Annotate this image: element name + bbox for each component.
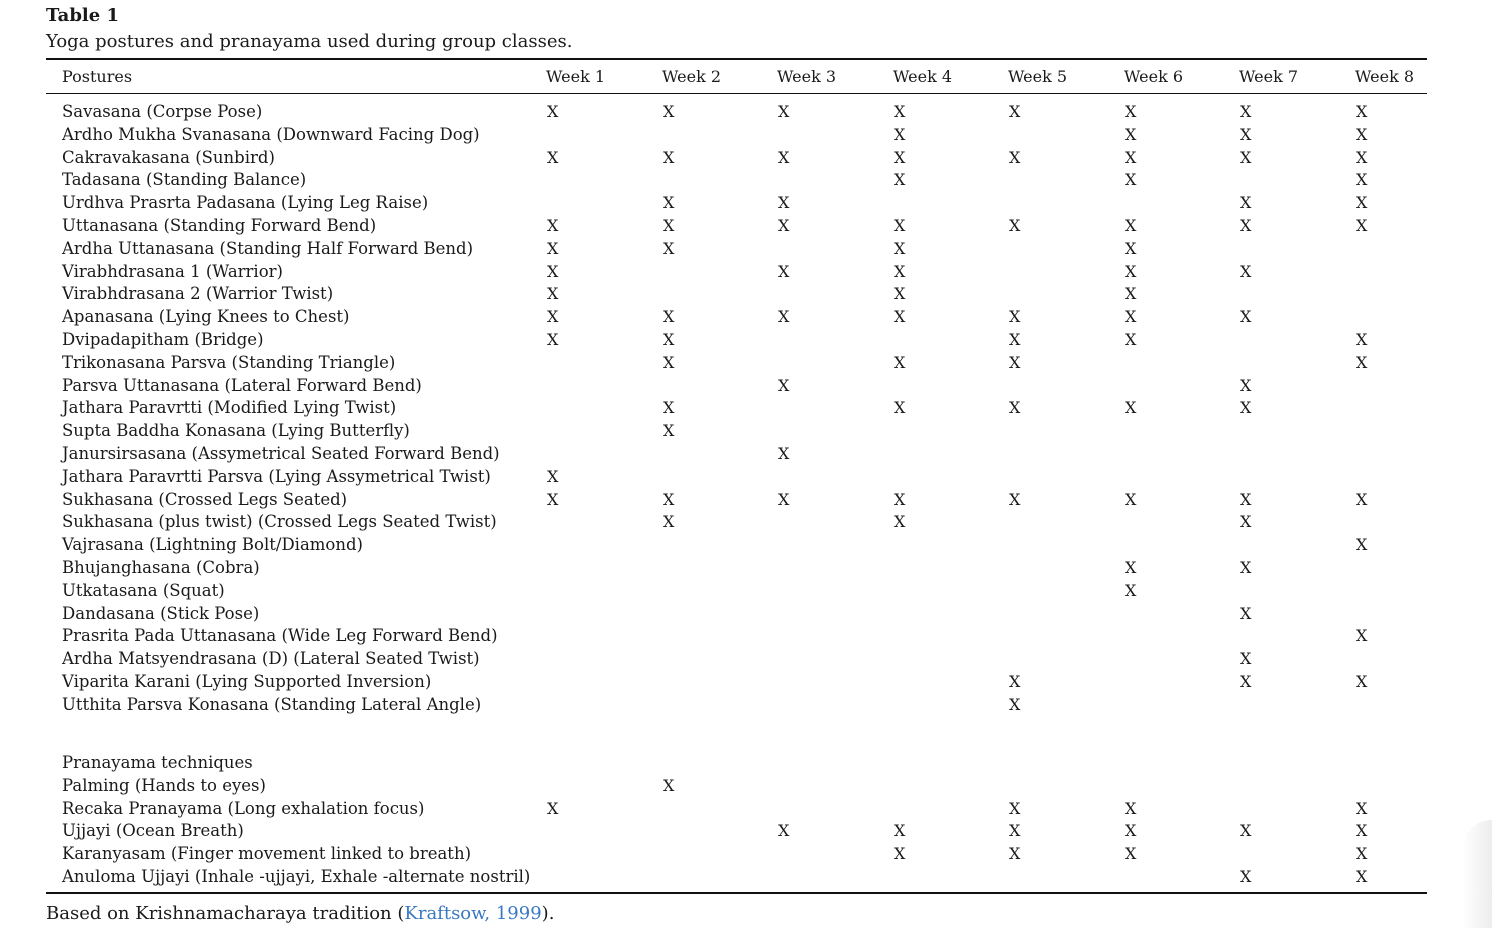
- week-4-mark: X: [894, 102, 906, 121]
- posture-row: [0, 352, 1492, 374]
- week-1-mark: X: [547, 147, 559, 167]
- row-label: Palming (Hands to eyes): [62, 775, 266, 795]
- week-6-mark: X: [1125, 580, 1137, 600]
- table-bottom-rule: [46, 892, 1427, 894]
- week-6-mark: X: [1125, 216, 1137, 235]
- week-3-mark: X: [778, 489, 790, 509]
- posture-row: [0, 580, 1492, 602]
- posture-row: [0, 283, 1492, 305]
- posture-row: [0, 329, 1492, 351]
- pranayama-row: [0, 798, 1492, 820]
- pranayama-section-row: [0, 752, 1492, 774]
- row-label: Vajrasana (Lightning Bolt/Diamond): [62, 535, 363, 555]
- week-7-mark: X: [1240, 261, 1252, 281]
- posture-row: [0, 147, 1492, 169]
- row-label: Apanasana (Lying Knees to Chest): [62, 307, 350, 327]
- week-5-mark: X: [1009, 489, 1021, 509]
- week-8-mark: X: [1356, 330, 1368, 349]
- week-1-mark: X: [547, 307, 559, 327]
- week-8-mark: X: [1356, 352, 1368, 372]
- week-5-mark: X: [1009, 694, 1021, 714]
- week-3-mark: X: [778, 444, 790, 463]
- row-label: Parsva Uttanasana (Lateral Forward Bend): [62, 375, 422, 395]
- row-label: Jathara Paravrtti (Modified Lying Twist): [62, 398, 397, 418]
- week-8-mark: X: [1356, 535, 1368, 555]
- citation-link[interactable]: Kraftsow, 1999: [404, 903, 542, 924]
- pranayama-heading: Pranayama techniques: [62, 753, 253, 772]
- row-label: Urdhva Prasrta Padasana (Lying Leg Raise): [62, 193, 429, 213]
- week-7-mark: X: [1240, 821, 1252, 841]
- footnote-text: Based on Krishnamacharaya tradition (: [46, 903, 405, 924]
- week-7-mark: X: [1240, 558, 1252, 577]
- week-6-mark: X: [1125, 307, 1137, 327]
- posture-row: [0, 397, 1492, 419]
- week-2-mark: X: [663, 193, 675, 213]
- week-1-mark: X: [547, 284, 559, 304]
- row-label: Ujjayi (Ocean Breath): [62, 821, 244, 841]
- week-2-mark: X: [663, 102, 675, 121]
- posture-row: [0, 169, 1492, 191]
- week-2-mark: X: [663, 147, 675, 167]
- row-label: Dvipadapitham (Bridge): [62, 330, 264, 349]
- week-4-mark: X: [894, 238, 906, 258]
- posture-row: [0, 648, 1492, 670]
- row-label: Recaka Pranayama (Long exhalation focus): [62, 798, 425, 818]
- week-5-mark: X: [1009, 672, 1021, 691]
- week-3-mark: X: [778, 375, 790, 395]
- week-1-mark: X: [547, 102, 559, 121]
- week-7-mark: X: [1240, 102, 1252, 121]
- week-8-mark: X: [1356, 489, 1368, 509]
- week-6-mark: X: [1125, 821, 1137, 841]
- row-label: Janursirsasana (Assymetrical Seated Forward Bend): [62, 444, 500, 463]
- week-3-mark: X: [778, 261, 790, 281]
- week-2-mark: X: [663, 352, 675, 372]
- pranayama-row: [0, 843, 1492, 865]
- row-label: Karanyasam (Finger movement linked to breath): [62, 844, 472, 864]
- column-header-week-5: Week 5: [1008, 67, 1068, 86]
- posture-row: [0, 603, 1492, 625]
- week-5-mark: X: [1009, 798, 1021, 818]
- week-6-mark: X: [1125, 558, 1137, 577]
- week-3-mark: X: [778, 216, 790, 235]
- week-5-mark: X: [1009, 821, 1021, 841]
- week-7-mark: X: [1240, 867, 1252, 886]
- posture-row: [0, 192, 1492, 214]
- posture-row: [0, 489, 1492, 511]
- week-2-mark: X: [663, 238, 675, 258]
- week-7-mark: X: [1240, 216, 1252, 235]
- week-8-mark: X: [1356, 626, 1368, 646]
- row-label: Prasrita Pada Uttanasana (Wide Leg Forward Bend): [62, 626, 498, 646]
- week-7-mark: X: [1240, 603, 1252, 623]
- posture-row: [0, 101, 1492, 123]
- week-4-mark: X: [894, 124, 906, 144]
- week-5-mark: X: [1009, 102, 1021, 121]
- week-5-mark: X: [1009, 398, 1021, 418]
- row-label: Sukhasana (Crossed Legs Seated): [62, 489, 348, 509]
- row-label: Tadasana (Standing Balance): [62, 170, 307, 190]
- week-4-mark: X: [894, 398, 906, 418]
- week-8-mark: X: [1356, 170, 1368, 190]
- row-label: Virabhdrasana 2 (Warrior Twist): [62, 284, 334, 304]
- row-label: Jathara Paravrtti Parsva (Lying Assymetrical Twist): [62, 466, 491, 486]
- week-1-mark: X: [547, 489, 559, 509]
- week-7-mark: X: [1240, 512, 1252, 532]
- week-2-mark: X: [663, 307, 675, 327]
- week-6-mark: X: [1125, 170, 1137, 190]
- week-4-mark: X: [894, 284, 906, 304]
- week-7-mark: X: [1240, 375, 1252, 395]
- table-footnote: [46, 902, 554, 926]
- week-4-mark: X: [894, 261, 906, 281]
- week-3-mark: X: [778, 147, 790, 167]
- week-7-mark: X: [1240, 398, 1252, 418]
- week-7-mark: X: [1240, 193, 1252, 213]
- week-8-mark: X: [1356, 821, 1368, 841]
- pranayama-row: [0, 866, 1492, 888]
- table-top-rule: [46, 58, 1427, 60]
- week-8-mark: X: [1356, 147, 1368, 167]
- week-3-mark: X: [778, 102, 790, 121]
- week-7-mark: X: [1240, 672, 1252, 691]
- week-2-mark: X: [663, 421, 675, 441]
- week-2-mark: X: [663, 489, 675, 509]
- week-8-mark: X: [1356, 672, 1368, 691]
- pranayama-row: [0, 820, 1492, 842]
- row-label: Utkatasana (Squat): [62, 580, 225, 600]
- posture-row: [0, 511, 1492, 533]
- week-3-mark: X: [778, 193, 790, 213]
- row-label: Dandasana (Stick Pose): [62, 603, 260, 623]
- column-header-postures: Postures: [62, 67, 133, 86]
- row-label: Cakravakasana (Sunbird): [62, 147, 275, 167]
- posture-row: [0, 124, 1492, 146]
- week-1-mark: X: [547, 798, 559, 818]
- week-6-mark: X: [1125, 261, 1137, 281]
- week-3-mark: X: [778, 307, 790, 327]
- posture-row: [0, 443, 1492, 465]
- week-2-mark: X: [663, 398, 675, 418]
- table-label: Table 1: [46, 5, 120, 26]
- week-6-mark: X: [1125, 330, 1137, 349]
- column-header-week-4: Week 4: [893, 67, 953, 86]
- week-4-mark: X: [894, 170, 906, 190]
- row-label: Trikonasana Parsva (Standing Triangle): [62, 352, 396, 372]
- week-6-mark: X: [1125, 284, 1137, 304]
- row-label: Uttanasana (Standing Forward Bend): [62, 216, 377, 235]
- week-8-mark: X: [1356, 867, 1368, 886]
- week-5-mark: X: [1009, 147, 1021, 167]
- week-5-mark: X: [1009, 844, 1021, 864]
- column-header-week-1: Week 1: [546, 67, 606, 86]
- row-label: Savasana (Corpse Pose): [62, 102, 263, 121]
- week-6-mark: X: [1125, 102, 1137, 121]
- posture-row: [0, 694, 1492, 716]
- table-caption: Yoga postures and pranayama used during group classes.: [46, 31, 573, 52]
- posture-row: [0, 261, 1492, 283]
- row-label: Ardho Mukha Svanasana (Downward Facing Dog): [62, 124, 480, 144]
- week-8-mark: X: [1356, 124, 1368, 144]
- posture-row: [0, 215, 1492, 237]
- week-8-mark: X: [1356, 798, 1368, 818]
- footnote-end: ).: [541, 903, 555, 924]
- posture-row: [0, 534, 1492, 556]
- week-4-mark: X: [894, 307, 906, 327]
- column-header-week-8: Week 8: [1355, 67, 1415, 86]
- posture-row: [0, 557, 1492, 579]
- row-label: Viparita Karani (Lying Supported Inversion): [62, 672, 432, 691]
- row-label: Supta Baddha Konasana (Lying Butterfly): [62, 421, 410, 441]
- week-2-mark: X: [663, 512, 675, 532]
- row-label: Bhujanghasana (Cobra): [62, 558, 260, 577]
- posture-row: [0, 671, 1492, 693]
- week-6-mark: X: [1125, 489, 1137, 509]
- week-1-mark: X: [547, 238, 559, 258]
- posture-row: [0, 420, 1492, 442]
- week-6-mark: X: [1125, 398, 1137, 418]
- column-header-week-6: Week 6: [1124, 67, 1184, 86]
- week-4-mark: X: [894, 844, 906, 864]
- week-7-mark: X: [1240, 147, 1252, 167]
- column-header-week-2: Week 2: [662, 67, 722, 86]
- week-8-mark: X: [1356, 844, 1368, 864]
- posture-row: [0, 306, 1492, 328]
- week-2-mark: X: [663, 330, 675, 349]
- row-label: Sukhasana (plus twist) (Crossed Legs Seated Twist): [62, 512, 497, 532]
- week-5-mark: X: [1009, 216, 1021, 235]
- week-5-mark: X: [1009, 330, 1021, 349]
- week-2-mark: X: [663, 775, 675, 795]
- week-4-mark: X: [894, 216, 906, 235]
- posture-row: [0, 625, 1492, 647]
- week-5-mark: X: [1009, 352, 1021, 372]
- row-label: Ardha Uttanasana (Standing Half Forward Bend): [62, 238, 474, 258]
- week-1-mark: X: [547, 466, 559, 486]
- week-4-mark: X: [894, 147, 906, 167]
- week-4-mark: X: [894, 512, 906, 532]
- posture-row: [0, 375, 1492, 397]
- row-label: Anuloma Ujjayi (Inhale -ujjayi, Exhale -alternate nostril): [62, 867, 531, 886]
- week-8-mark: X: [1356, 216, 1368, 235]
- week-6-mark: X: [1125, 124, 1137, 144]
- week-7-mark: X: [1240, 124, 1252, 144]
- page-corner-shadow: [1462, 820, 1492, 928]
- posture-row: [0, 466, 1492, 488]
- week-7-mark: X: [1240, 649, 1252, 669]
- week-7-mark: X: [1240, 307, 1252, 327]
- column-header-week-3: Week 3: [777, 67, 837, 86]
- week-8-mark: X: [1356, 102, 1368, 121]
- row-label: Utthita Parsva Konasana (Standing Lateral Angle): [62, 694, 482, 714]
- week-6-mark: X: [1125, 798, 1137, 818]
- week-1-mark: X: [547, 261, 559, 281]
- week-1-mark: X: [547, 330, 559, 349]
- week-6-mark: X: [1125, 238, 1137, 258]
- week-4-mark: X: [894, 352, 906, 372]
- week-7-mark: X: [1240, 489, 1252, 509]
- week-6-mark: X: [1125, 147, 1137, 167]
- week-4-mark: X: [894, 821, 906, 841]
- table-header-rule: [46, 93, 1427, 94]
- week-2-mark: X: [663, 216, 675, 235]
- week-1-mark: X: [547, 216, 559, 235]
- week-5-mark: X: [1009, 307, 1021, 327]
- week-4-mark: X: [894, 489, 906, 509]
- week-6-mark: X: [1125, 844, 1137, 864]
- week-3-mark: X: [778, 821, 790, 841]
- pranayama-row: [0, 775, 1492, 797]
- column-header-week-7: Week 7: [1239, 67, 1299, 86]
- posture-row: [0, 238, 1492, 260]
- row-label: Ardha Matsyendrasana (D) (Lateral Seated Twist): [62, 649, 480, 669]
- week-8-mark: X: [1356, 193, 1368, 213]
- row-label: Virabhdrasana 1 (Warrior): [62, 261, 283, 281]
